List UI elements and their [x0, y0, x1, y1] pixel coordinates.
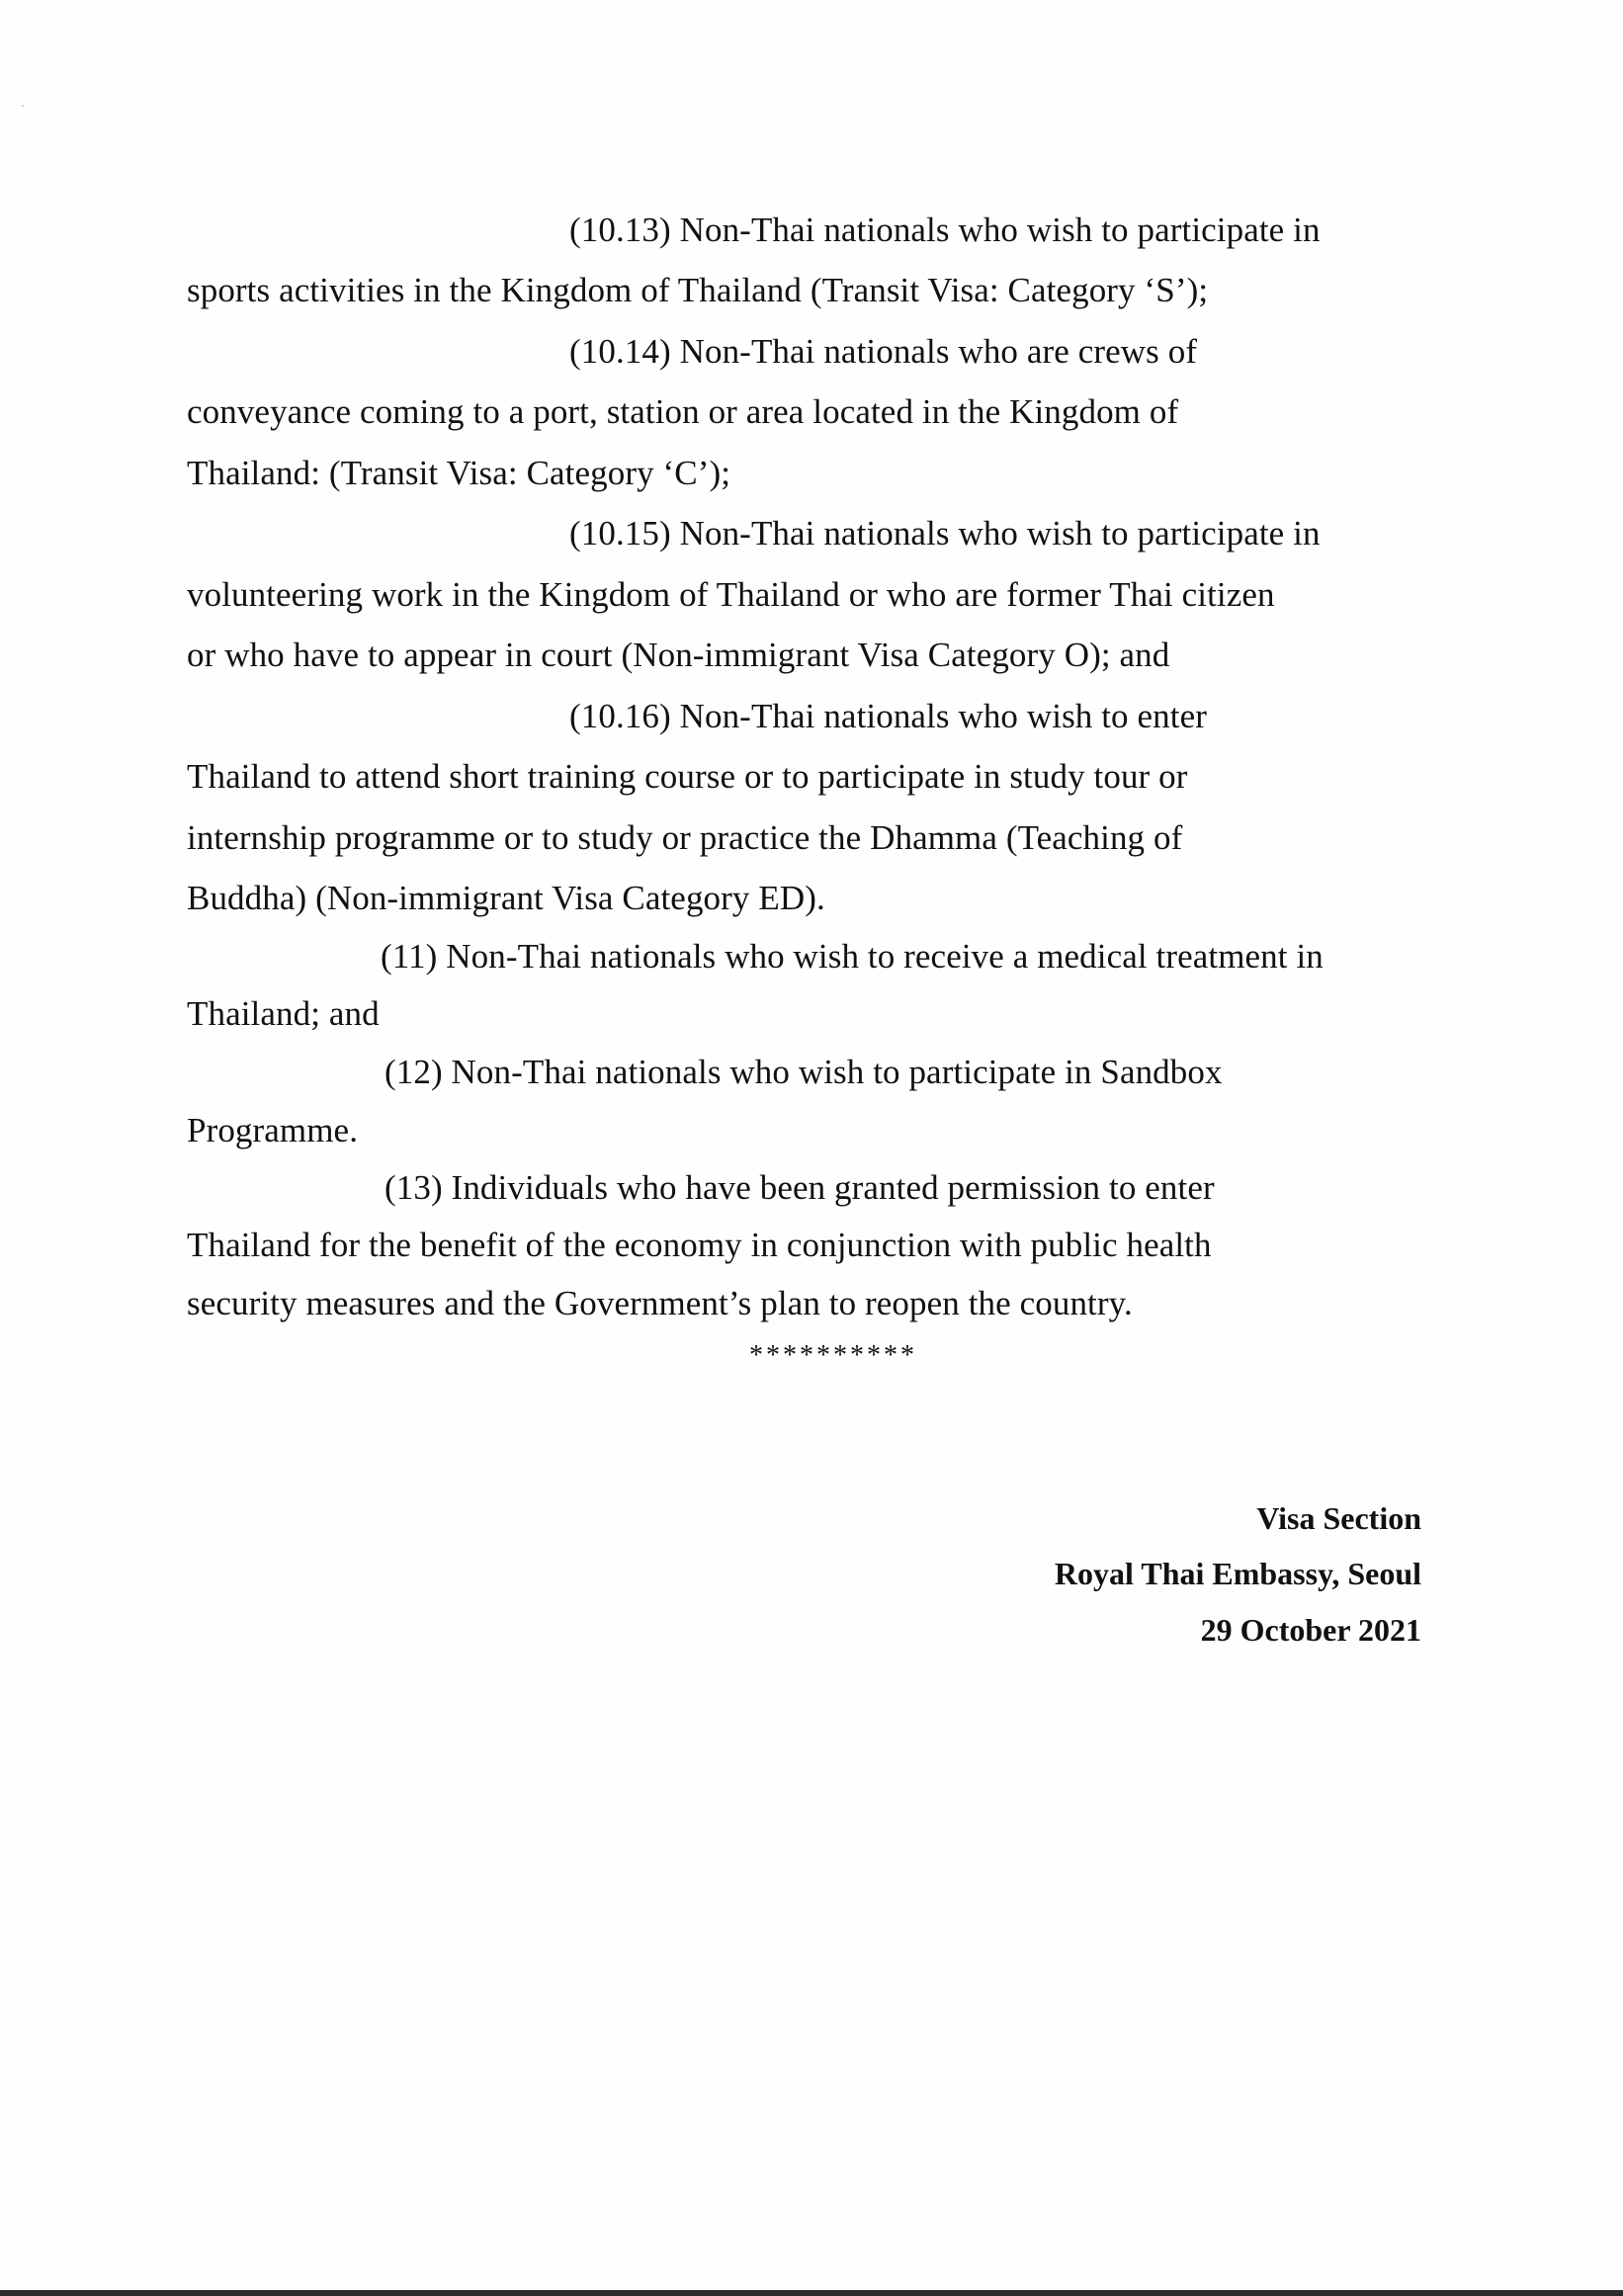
paragraph-10-16-text: Thailand to attend short training course or to participate in study tour or: [187, 757, 1188, 796]
section-separator: **********: [749, 1340, 917, 1371]
paragraph-13-text: Thailand for the benefit of the economy in conjunction with public health: [187, 1226, 1212, 1264]
paragraph-10-14-text: conveyance coming to a port, station or area located in the Kingdom of: [187, 392, 1179, 431]
scan-speck: [22, 105, 24, 107]
paragraph-10-15-text: volunteering work in the Kingdom of Thailand or who are former Thai citizen: [187, 575, 1275, 614]
paragraph-11-heading: (11) Non-Thai nationals who wish to receive a medical treatment in: [381, 937, 1324, 976]
paragraph-12-heading: (12) Non-Thai nationals who wish to participate in Sandbox: [384, 1053, 1223, 1091]
scan-bottom-edge: [0, 2290, 1623, 2296]
paragraph-10-13-text: sports activities in the Kingdom of Thailand (Transit Visa: Category ‘S’);: [187, 271, 1209, 309]
paragraph-10-13-heading: (10.13) Non-Thai nationals who wish to participate in: [569, 211, 1321, 249]
signature-embassy: Royal Thai Embassy, Seoul: [1054, 1556, 1421, 1591]
paragraph-13-heading: (13) Individuals who have been granted permission to enter: [384, 1168, 1215, 1207]
signature-date: 29 October 2021: [1200, 1612, 1421, 1648]
paragraph-10-15-heading: (10.15) Non-Thai nationals who wish to participate in: [569, 514, 1321, 553]
paragraph-10-15-text: or who have to appear in court (Non-immigrant Visa Category O); and: [187, 636, 1170, 674]
signature-section: Visa Section: [1256, 1500, 1421, 1536]
paragraph-10-16-text: Buddha) (Non-immigrant Visa Category ED).: [187, 879, 825, 917]
paragraph-13-text: security measures and the Government’s plan to reopen the country.: [187, 1284, 1133, 1322]
paragraph-11-text: Thailand; and: [187, 994, 380, 1033]
paragraph-10-16-heading: (10.16) Non-Thai nationals who wish to enter: [569, 697, 1207, 735]
paragraph-10-14-heading: (10.14) Non-Thai nationals who are crews of: [569, 332, 1198, 371]
paragraph-10-14-text: Thailand: (Transit Visa: Category ‘C’);: [187, 454, 731, 492]
paragraph-12-text: Programme.: [187, 1111, 359, 1149]
paragraph-10-16-text: internship programme or to study or practice the Dhamma (Teaching of: [187, 818, 1183, 857]
